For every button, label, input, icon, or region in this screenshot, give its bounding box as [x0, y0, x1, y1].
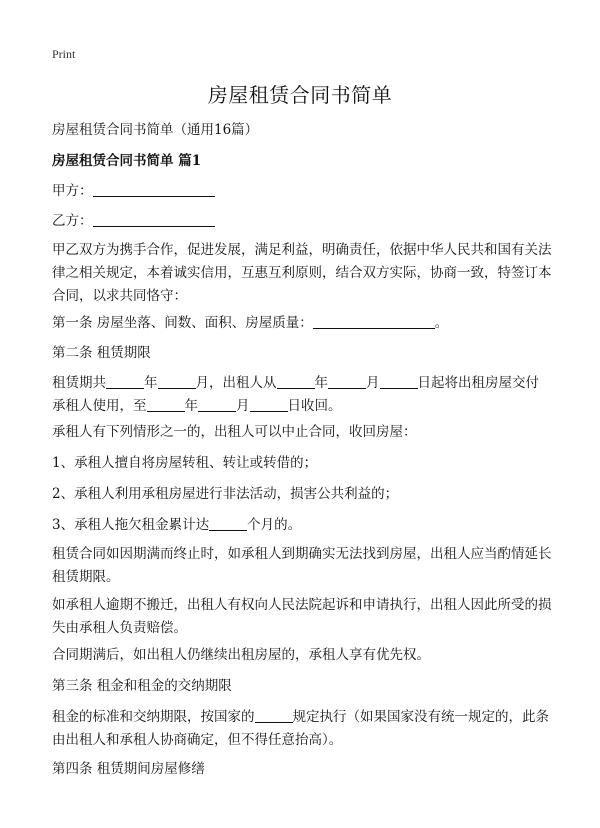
renewal-paragraph: 租赁合同如因期满而终止时，如承租人到期确实无法找到房屋，出租人应当酌情延长租赁期限。 — [52, 546, 552, 585]
priority-paragraph: 合同期满后，如出租人仍继续出租房屋的，承租人享有优先权。 — [52, 647, 430, 663]
article1-label: 第一条 房屋坐落、间数、面积、房屋质量： — [52, 315, 313, 331]
termination-intro: 承租人有下列情形之一的，出租人可以中止合同，收回房屋： — [52, 424, 417, 440]
lease-text-4: 年 — [314, 375, 328, 391]
lease-months-blank — [158, 374, 196, 389]
party-a-line — [52, 179, 552, 203]
start-year-blank — [277, 374, 315, 389]
party-b-line — [52, 209, 552, 233]
party-a-blank — [93, 182, 215, 197]
rent-paragraph — [52, 706, 552, 752]
lease-years-blank — [106, 374, 144, 389]
rent-text: 租金的标准和交纳期限，按国家的 — [52, 709, 255, 725]
page-title: 房屋租赁合同书简单 — [207, 83, 393, 107]
overdue-paragraph: 如承租人逾期不搬迁，出租人有权向人民法院起诉和申请执行，出租人因此所受的损失由承租人负责赔偿。 — [52, 597, 552, 636]
item3-suffix: 个月的。 — [247, 517, 302, 533]
termination-item-1: 1、承租人擅自将房屋转租、转让或转借的； — [52, 455, 318, 471]
lease-text-9: 日收回。 — [287, 398, 342, 414]
item3-text: 3、承租人拖欠租金累计达 — [52, 517, 210, 533]
article1-line — [52, 311, 552, 335]
article1-blank — [313, 314, 435, 329]
end-day-blank — [250, 397, 288, 412]
party-a-label: 甲方： — [52, 183, 93, 199]
lease-term-paragraph — [52, 372, 552, 418]
print-link[interactable]: Print — [52, 47, 76, 61]
lease-text-6: 日起将出租房屋交付承租人使用，至 — [52, 375, 539, 414]
lease-text-3: 月，出租人从 — [195, 375, 277, 391]
termination-item-2: 2、承租人利用承租房屋进行非法活动，损害公共利益的； — [52, 486, 399, 502]
months-overdue-blank — [209, 516, 247, 531]
intro-paragraph: 甲乙双方为携手合作，促进发展，满足利益，明确责任，依据中华人民共和国有关法律之相关规定，本着诚实信用，互惠互利原则，结合双方实际，协商一致，特签订本合同，以求共同恪守： — [52, 242, 552, 304]
article4-heading: 第四条 租赁期间房屋修缮 — [52, 761, 205, 777]
lease-text-1: 租赁期共 — [52, 375, 106, 391]
rent-regulation-blank — [255, 708, 293, 723]
article3-heading: 第三条 租金和租金的交纳期限 — [52, 678, 232, 694]
lease-text-2: 年 — [144, 375, 158, 391]
start-day-blank — [380, 374, 418, 389]
article2-heading: 第二条 租赁期限 — [52, 345, 151, 361]
start-month-blank — [328, 374, 366, 389]
end-month-blank — [198, 397, 236, 412]
party-b-label: 乙方： — [52, 213, 93, 229]
rent-suffix: 规定执行（如果国家没有统一规定的，此条由出租人和承租人协商确定，但不得任意抬高）。 — [52, 709, 549, 748]
document-subtitle: 房屋租赁合同书简单（通用16篇） — [52, 122, 259, 138]
party-b-blank — [93, 212, 215, 227]
section-heading: 房屋租赁合同书简单 篇1 — [52, 153, 202, 169]
lease-text-8: 月 — [236, 398, 250, 414]
lease-text-5: 月 — [366, 375, 380, 391]
end-year-blank — [147, 397, 185, 412]
article1-suffix: 。 — [434, 315, 449, 331]
termination-item-3 — [52, 513, 552, 537]
lease-text-7: 年 — [184, 398, 198, 414]
